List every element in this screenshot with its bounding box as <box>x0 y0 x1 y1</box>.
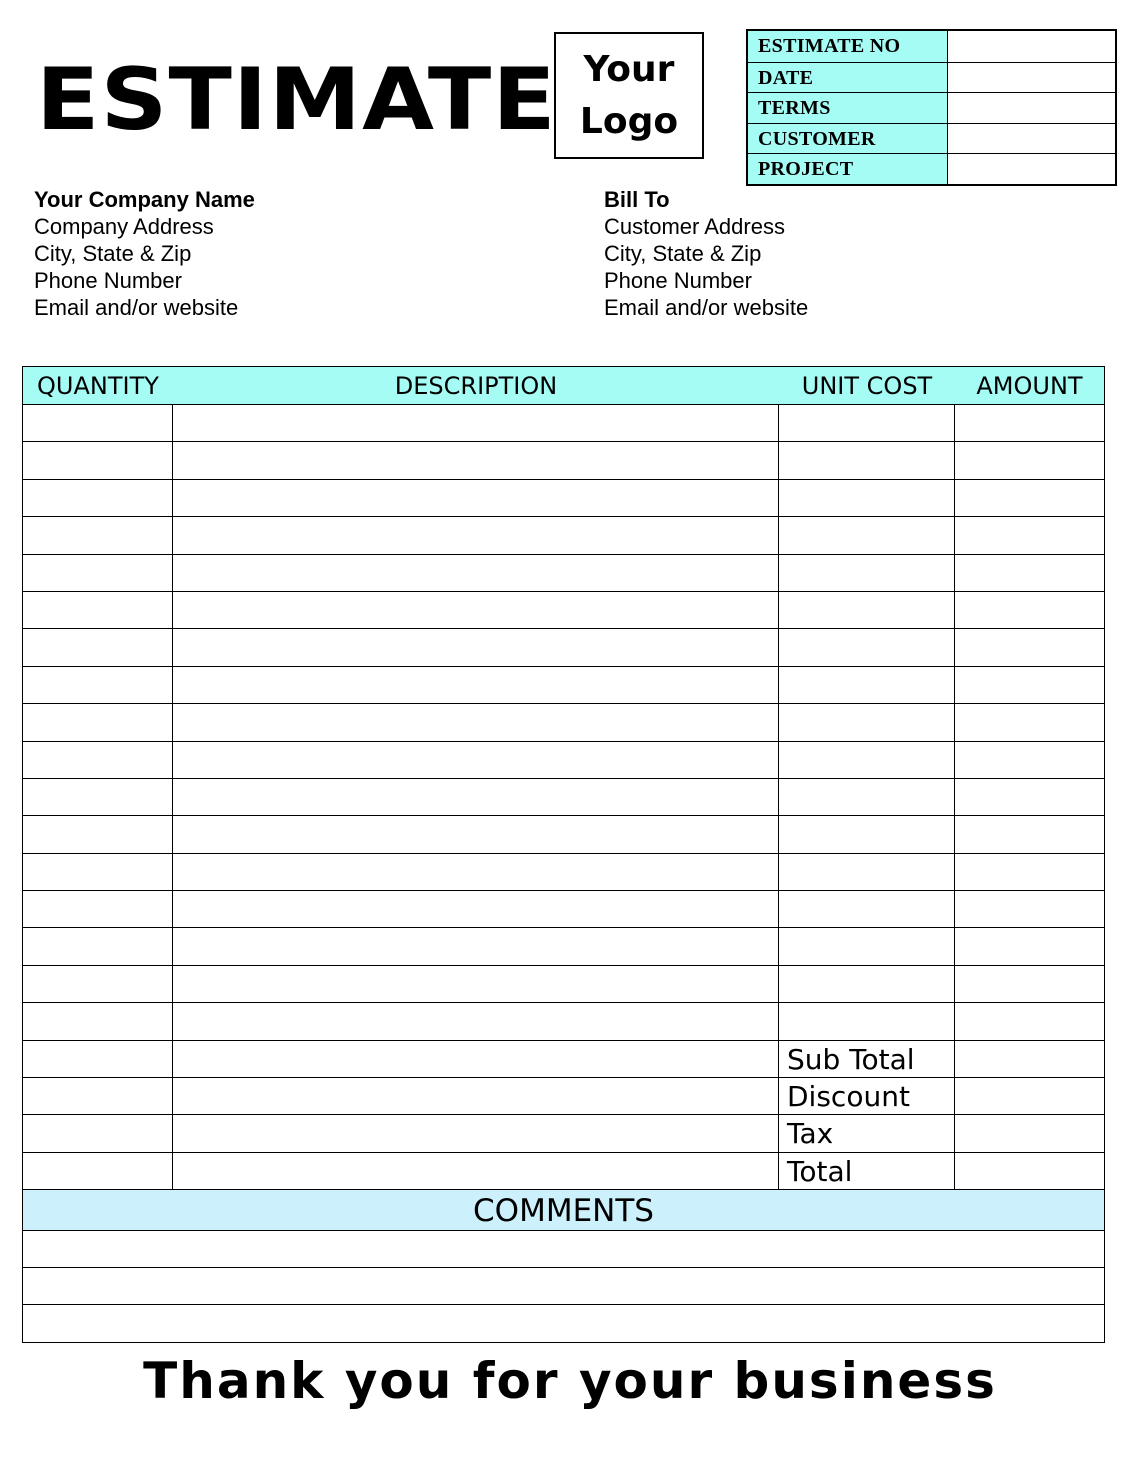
amount-cell[interactable] <box>955 442 1104 478</box>
quantity-cell[interactable] <box>23 891 173 927</box>
unit-cost-cell[interactable] <box>779 779 955 815</box>
company-address-block <box>34 186 255 321</box>
column-header-unit-cost: UNIT COST <box>801 372 933 400</box>
unit-cost-cell[interactable] <box>779 629 955 665</box>
company-phone: Phone Number <box>34 268 182 293</box>
meta-label: PROJECT <box>748 154 948 184</box>
company-web: Email and/or website <box>34 295 239 320</box>
table-row <box>23 1003 1104 1040</box>
column-header-quantity: QUANTITY <box>37 372 159 400</box>
meta-label: CUSTOMER <box>748 124 948 154</box>
description-cell[interactable] <box>173 854 779 890</box>
unit-cost-cell: Tax <box>779 1115 955 1151</box>
unit-cost-cell[interactable] <box>779 966 955 1002</box>
table-row <box>23 966 1104 1003</box>
description-cell[interactable] <box>173 1003 779 1039</box>
estimate-no-field[interactable] <box>948 31 1115 62</box>
amount-cell[interactable] <box>955 592 1104 628</box>
unit-cost-cell: Total <box>779 1153 955 1189</box>
table-row <box>23 704 1104 741</box>
description-cell[interactable] <box>173 592 779 628</box>
amount-cell[interactable] <box>955 742 1104 778</box>
column-header-amount: AMOUNT <box>976 372 1083 400</box>
table-row <box>23 928 1104 965</box>
company-city: City, State & Zip <box>34 241 192 266</box>
amount-cell[interactable] <box>955 1003 1104 1039</box>
quantity-cell[interactable] <box>23 555 173 591</box>
quantity-cell[interactable] <box>23 517 173 553</box>
table-row <box>23 779 1104 816</box>
description-cell[interactable] <box>173 555 779 591</box>
meta-row-terms <box>748 92 1115 123</box>
table-header <box>23 367 1104 405</box>
unit-cost-cell[interactable] <box>779 928 955 964</box>
customer-phone: Phone Number <box>604 268 752 293</box>
description-cell[interactable] <box>173 779 779 815</box>
comment-line[interactable] <box>23 1231 1104 1268</box>
quantity-cell[interactable] <box>23 442 173 478</box>
table-row <box>23 1078 1104 1115</box>
description-cell[interactable] <box>173 1078 779 1114</box>
description-cell[interactable] <box>173 966 779 1002</box>
date-field[interactable] <box>948 63 1115 93</box>
quantity-cell[interactable] <box>23 667 173 703</box>
amount-cell[interactable] <box>955 517 1104 553</box>
logo-placeholder <box>554 32 704 159</box>
meta-row-date <box>748 62 1115 93</box>
amount-cell[interactable] <box>955 704 1104 740</box>
table-row <box>23 854 1104 891</box>
unit-cost-cell[interactable] <box>779 704 955 740</box>
unit-cost-cell[interactable] <box>779 667 955 703</box>
description-cell[interactable] <box>173 629 779 665</box>
quantity-cell[interactable] <box>23 1153 173 1189</box>
description-cell[interactable] <box>173 442 779 478</box>
table-row <box>23 555 1104 592</box>
project-field[interactable] <box>948 154 1115 184</box>
quantity-cell[interactable] <box>23 1003 173 1039</box>
unit-cost-cell[interactable] <box>779 742 955 778</box>
customer-city: City, State & Zip <box>604 241 762 266</box>
unit-cost-cell[interactable] <box>779 1003 955 1039</box>
amount-cell[interactable] <box>955 891 1104 927</box>
table-row <box>23 742 1104 779</box>
table-row <box>23 1041 1104 1078</box>
quantity-cell[interactable] <box>23 966 173 1002</box>
description-cell[interactable] <box>173 891 779 927</box>
description-cell[interactable] <box>173 667 779 703</box>
description-cell[interactable] <box>173 1115 779 1151</box>
document-title: ESTIMATE <box>36 50 557 150</box>
quantity-cell[interactable] <box>23 1115 173 1151</box>
amount-cell[interactable] <box>955 667 1104 703</box>
table-row <box>23 592 1104 629</box>
amount-cell[interactable] <box>955 480 1104 516</box>
company-name: Your Company Name <box>34 187 255 212</box>
table-body <box>23 405 1104 1190</box>
amount-cell[interactable] <box>955 405 1104 441</box>
description-cell[interactable] <box>173 1041 779 1077</box>
meta-label: ESTIMATE NO <box>748 31 948 62</box>
quantity-cell[interactable] <box>23 854 173 890</box>
quantity-cell[interactable] <box>23 704 173 740</box>
customer-field[interactable] <box>948 124 1115 154</box>
amount-cell[interactable] <box>955 555 1104 591</box>
line-items-table <box>22 366 1105 1343</box>
quantity-cell[interactable] <box>23 1041 173 1077</box>
comments-heading: COMMENTS <box>23 1190 1104 1231</box>
unit-cost-cell[interactable] <box>779 442 955 478</box>
unit-cost-cell: Sub Total <box>779 1041 955 1077</box>
table-row <box>23 480 1104 517</box>
customer-web: Email and/or website <box>604 295 809 320</box>
table-row <box>23 442 1104 479</box>
description-cell[interactable] <box>173 704 779 740</box>
unit-cost-cell[interactable] <box>779 480 955 516</box>
quantity-cell[interactable] <box>23 629 173 665</box>
company-address: Company Address <box>34 214 214 239</box>
meta-row-estimate-no <box>748 31 1115 62</box>
comment-line[interactable] <box>23 1268 1104 1305</box>
quantity-cell[interactable] <box>23 1078 173 1114</box>
meta-label: DATE <box>748 63 948 93</box>
unit-cost-cell[interactable] <box>779 816 955 852</box>
table-row <box>23 816 1104 853</box>
unit-cost-cell[interactable] <box>779 517 955 553</box>
table-row <box>23 667 1104 704</box>
logo-text-line2: Logo <box>579 100 679 142</box>
table-row <box>23 405 1104 442</box>
table-row <box>23 1115 1104 1152</box>
bill-to-heading: Bill To <box>604 187 670 212</box>
quantity-cell[interactable] <box>23 928 173 964</box>
description-cell[interactable] <box>173 517 779 553</box>
amount-cell[interactable] <box>955 1115 1104 1151</box>
table-row <box>23 517 1104 554</box>
quantity-cell[interactable] <box>23 742 173 778</box>
amount-cell[interactable] <box>955 1078 1104 1114</box>
column-header-description: DESCRIPTION <box>394 372 558 400</box>
description-cell[interactable] <box>173 405 779 441</box>
quantity-cell[interactable] <box>23 816 173 852</box>
description-cell[interactable] <box>173 928 779 964</box>
unit-cost-cell: Discount <box>779 1078 955 1114</box>
table-row <box>23 629 1104 666</box>
amount-cell[interactable] <box>955 629 1104 665</box>
unit-cost-cell[interactable] <box>779 891 955 927</box>
quantity-cell[interactable] <box>23 480 173 516</box>
quantity-cell[interactable] <box>23 405 173 441</box>
quantity-cell[interactable] <box>23 592 173 628</box>
table-row <box>23 1153 1104 1190</box>
logo-text-line1: Your <box>583 48 675 90</box>
terms-field[interactable] <box>948 93 1115 123</box>
description-cell[interactable] <box>173 816 779 852</box>
amount-cell[interactable] <box>955 928 1104 964</box>
amount-cell[interactable] <box>955 966 1104 1002</box>
unit-cost-cell[interactable] <box>779 592 955 628</box>
description-cell[interactable] <box>173 742 779 778</box>
amount-cell[interactable] <box>955 779 1104 815</box>
bill-to-block <box>604 186 808 321</box>
unit-cost-cell[interactable] <box>779 854 955 890</box>
quantity-cell[interactable] <box>23 779 173 815</box>
amount-cell[interactable] <box>955 854 1104 890</box>
amount-cell[interactable] <box>955 1153 1104 1189</box>
comment-line[interactable] <box>23 1305 1104 1342</box>
meta-label: TERMS <box>748 93 948 123</box>
description-cell[interactable] <box>173 1153 779 1189</box>
thank-you-message: Thank you for your business <box>143 1352 997 1410</box>
meta-row-project <box>748 153 1115 184</box>
comments-area <box>23 1231 1104 1342</box>
unit-cost-cell[interactable] <box>779 555 955 591</box>
unit-cost-cell[interactable] <box>779 405 955 441</box>
meta-row-customer <box>748 123 1115 154</box>
amount-cell[interactable] <box>955 1041 1104 1077</box>
description-cell[interactable] <box>173 480 779 516</box>
customer-address: Customer Address <box>604 214 785 239</box>
amount-cell[interactable] <box>955 816 1104 852</box>
estimate-meta-table <box>746 29 1117 186</box>
table-row <box>23 891 1104 928</box>
